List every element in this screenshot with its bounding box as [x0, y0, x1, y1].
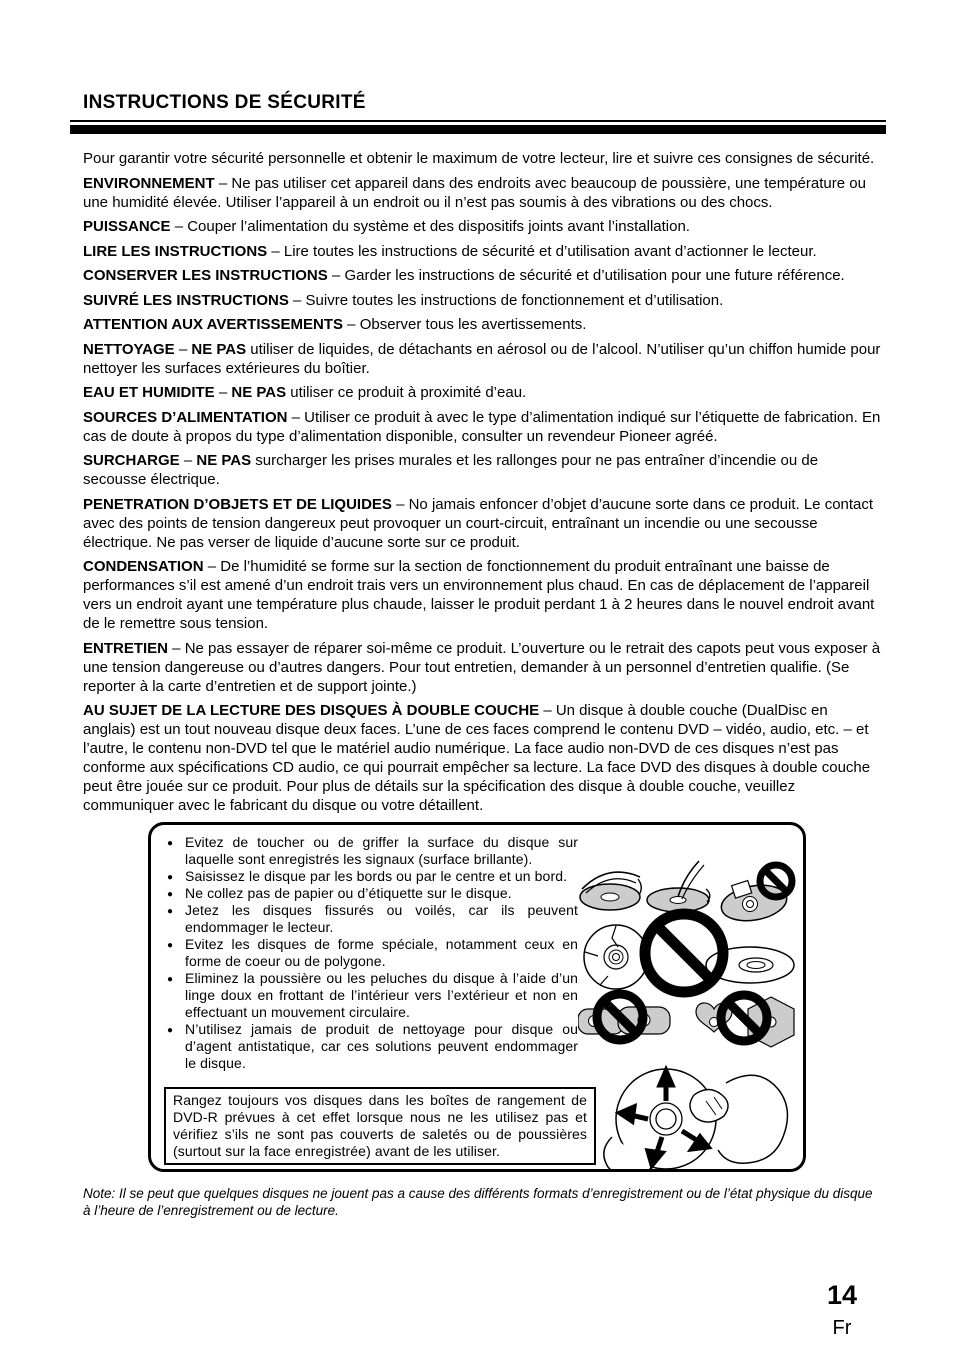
disc-care-bullet: ● N’utilisez jamais de produit de nettoyage pour disque ou d’agent antistatique, car ces solutions peuvent endommager le disque. [164, 1021, 578, 1072]
paragraph-keyword: CONDENSATION [83, 558, 204, 575]
safety-paragraph [83, 495, 884, 552]
page-language: Fr [832, 1317, 852, 1339]
safety-paragraph [83, 451, 884, 489]
safety-paragraph [83, 149, 884, 168]
paragraph-text: utiliser de liquides, de détachants en aérosol ou de l’alcool. N’utiliser qu’un chiffon humide pour nettoyer les surfaces extérieures du boîtier. [83, 340, 881, 377]
paragraph-keyword: PUISSANCE [83, 218, 171, 235]
safety-paragraphs [83, 149, 884, 815]
safety-paragraph [83, 701, 884, 815]
disc-care-bullet-list [164, 834, 578, 1072]
safety-paragraph [83, 383, 884, 402]
disc-handling-illustrations [578, 857, 800, 1169]
safety-paragraph [83, 639, 884, 696]
wipe-disc-from-center-outward-icon [604, 1069, 788, 1169]
paragraph-keyword: NE PAS [231, 384, 287, 401]
storage-note-box: Rangez toujours vos disques dans les boîtes de rangement de DVD-R prévues à cet effet lorsque nous ne les utilisez pas et vérifiez s’ils ne sont pas couverts de saletés ou de poussières (surtout sur la face enregistrée) avant de les utiliser. [164, 1087, 596, 1165]
paragraph-keyword: SURCHARGE [83, 452, 180, 469]
paragraph-text: – [214, 384, 232, 401]
paragraph-text: – Un disque à double couche (DualDisc en anglais) est un tout nouveau disque deux faces. L’une de ces faces comprend le contenu DVD – vidéo, audio, etc. – et l’autre, le contenu non-DVD tel que le matériel audio numérique. La face audio non-DVD de ces disques n’est pas conforme aux spécifications CD audio, ce qui pourrait empêcher sa lecture. La face DVD des disques à double couche peut être jouée sur ce produit. Pour plus de détails sur la spécification des disque à double couche, veuillez communiquer avec le fabricant du disque ou votre détaillent. [83, 702, 871, 814]
paragraph-text: – Ne pas utiliser cet appareil dans des endroits avec beaucoup de poussière, une température ou une humidité élevée. Utiliser l’appareil à un endroit ou il n’est pas soumis à des vibrations ou des chocs. [83, 174, 866, 211]
safety-paragraph [83, 291, 884, 310]
hold-disc-by-center-hole-icon [647, 861, 710, 912]
header-rule-thin [70, 120, 886, 122]
paragraph-text: – Suivre toutes les instructions de fonctionnement et d’utilisation. [288, 291, 724, 309]
disc-care-bullet: ● Eliminez la poussière ou les peluches du disque à l’aide d’un linge doux en frottant de l’intérieur vers l’extérieur et non en effectuant un mouvement circulaire. [164, 970, 578, 1021]
paragraph-text: – Observer tous les avertissements. [343, 316, 587, 333]
paragraph-text: – [174, 340, 192, 358]
safety-paragraph [83, 242, 884, 261]
safety-paragraph [83, 217, 884, 236]
page-number: 14 [826, 1280, 858, 1310]
safety-paragraph [83, 340, 884, 378]
paragraph-keyword: NETTOYAGE [83, 340, 175, 358]
paragraph-text: – Lire toutes les instructions de sécurité et d’utilisation avant d’actionner le lecteur. [267, 242, 817, 260]
disc-care-bullet: ● Jetez les disques fissurés ou voilés, car ils peuvent endommager le lecteur. [164, 902, 578, 936]
paragraph-text: – No jamais enfoncer d’objet d’aucune sorte dans ce produit. Le contact avec des points de tension dangereux peut provoquer un court-circuit, entraînant un incendie ou une secousse électrique. Ne pas verser de liquide d’aucune sorte sur ce produit. [83, 495, 874, 551]
disc-care-bullet: ● Evitez de toucher ou de griffer la surface du disque sur laquelle sont enregistrés les signaux (surface brillante). [164, 834, 578, 868]
paragraph-text: – De l’humidité se forme sur la section de fonctionnement du produit entraînant une baisse de performances s’il est amené d’un endroit trais vers un environnement plus chaud. En cas de déplacement de l’appareil vers un endroit ayant une température plus chaude, laisser le produit perdant 1 à 2 heures dans le nouvel endroit avant de le remettre sous tension. [83, 558, 875, 632]
paragraph-keyword: LIRE LES INSTRUCTIONS [83, 242, 268, 260]
paragraph-keyword: NE PAS [196, 452, 252, 469]
disc-care-bullet: ● Saisissez le disque par les bords ou par le centre et un bord. [164, 868, 578, 885]
header-rule-thick [70, 125, 886, 134]
paragraph-text: – Garder les instructions de sécurité et d’utilisation pour une future référence. [327, 267, 845, 284]
paragraph-text: – Utiliser ce produit à avec le type d’alimentation indiqué sur l’étiquette de fabrication. En cas de doute à propos du type d’alimentation disponible, consulter un revendeur Pioneer agréé. [83, 408, 881, 445]
safety-paragraph [83, 174, 884, 212]
paragraph-keyword: EAU ET HUMIDITE [83, 384, 215, 401]
paragraph-keyword: CONSERVER LES INSTRUCTIONS [83, 267, 328, 284]
disc-care-box [148, 822, 806, 1172]
paragraph-keyword: NE PAS [191, 340, 247, 358]
paragraph-keyword: PENETRATION D’OBJETS ET DE LIQUIDES [83, 495, 392, 513]
safety-paragraph [83, 557, 884, 633]
paragraph-text: surcharger les prises murales et les rallonges pour ne pas entraîner d’incendie ou de secousse électrique. [83, 452, 819, 488]
paragraph-text: – Ne pas essayer de réparer soi-même ce produit. L’ouverture ou le retrait des capots peut vous exposer à une tension dangereuse ou d’autres dangers. Pour tout entretien, demander à un personnel d’entretien qualifie. (Se reporter à la carte d’entretien et de support jointe.) [83, 639, 881, 695]
paragraph-keyword: ENTRETIEN [83, 639, 169, 657]
footer-note: Note: Il se peut que quelques disques ne jouent pas a cause des différents formats d’enregistrement ou de l’état physique du disque à l’heure de l’enregistrement ou de lecture. [83, 1186, 873, 1218]
disc-care-bullet: ● Ne collez pas de papier ou d’étiquette sur le disque. [164, 885, 578, 902]
paragraph-text: utiliser ce produit à proximité d’eau. [286, 384, 527, 401]
cracked-or-warped-disc-prohibited-icon [584, 914, 794, 992]
safety-paragraph [83, 408, 884, 446]
paragraph-keyword: SOURCES D’ALIMENTATION [83, 408, 288, 426]
disc-care-bullet: ● Evitez les disques de forme spéciale, notamment ceux en forme de coeur ou de polygone. [164, 936, 578, 970]
paragraph-keyword: ATTENTION AUX AVERTISSEMENTS [83, 316, 344, 333]
paragraph-keyword: AU SUJET DE LA LECTURE DES DISQUES À DOUBLE COUCHE [83, 702, 540, 719]
paragraph-keyword: ENVIRONNEMENT [83, 174, 215, 192]
special-shape-discs-prohibited-icon [578, 994, 794, 1047]
hold-disc-by-edge-icon [580, 872, 641, 910]
safety-paragraph [83, 266, 884, 285]
page-title: INSTRUCTIONS DE SÉCURITÉ [83, 92, 366, 113]
sticker-on-disc-prohibited-icon [719, 865, 792, 925]
paragraph-text: – [179, 452, 197, 469]
page-header [70, 92, 886, 134]
safety-paragraph [83, 315, 884, 334]
paragraph-keyword: SUIVRÉ LES INSTRUCTIONS [83, 291, 289, 309]
paragraph-text: Pour garantir votre sécurité personnelle et obtenir le maximum de votre lecteur, lire et suivre ces consignes de sécurité. [83, 150, 875, 167]
paragraph-text: – Couper l’alimentation du système et des dispositifs joints avant l’installation. [170, 218, 690, 235]
